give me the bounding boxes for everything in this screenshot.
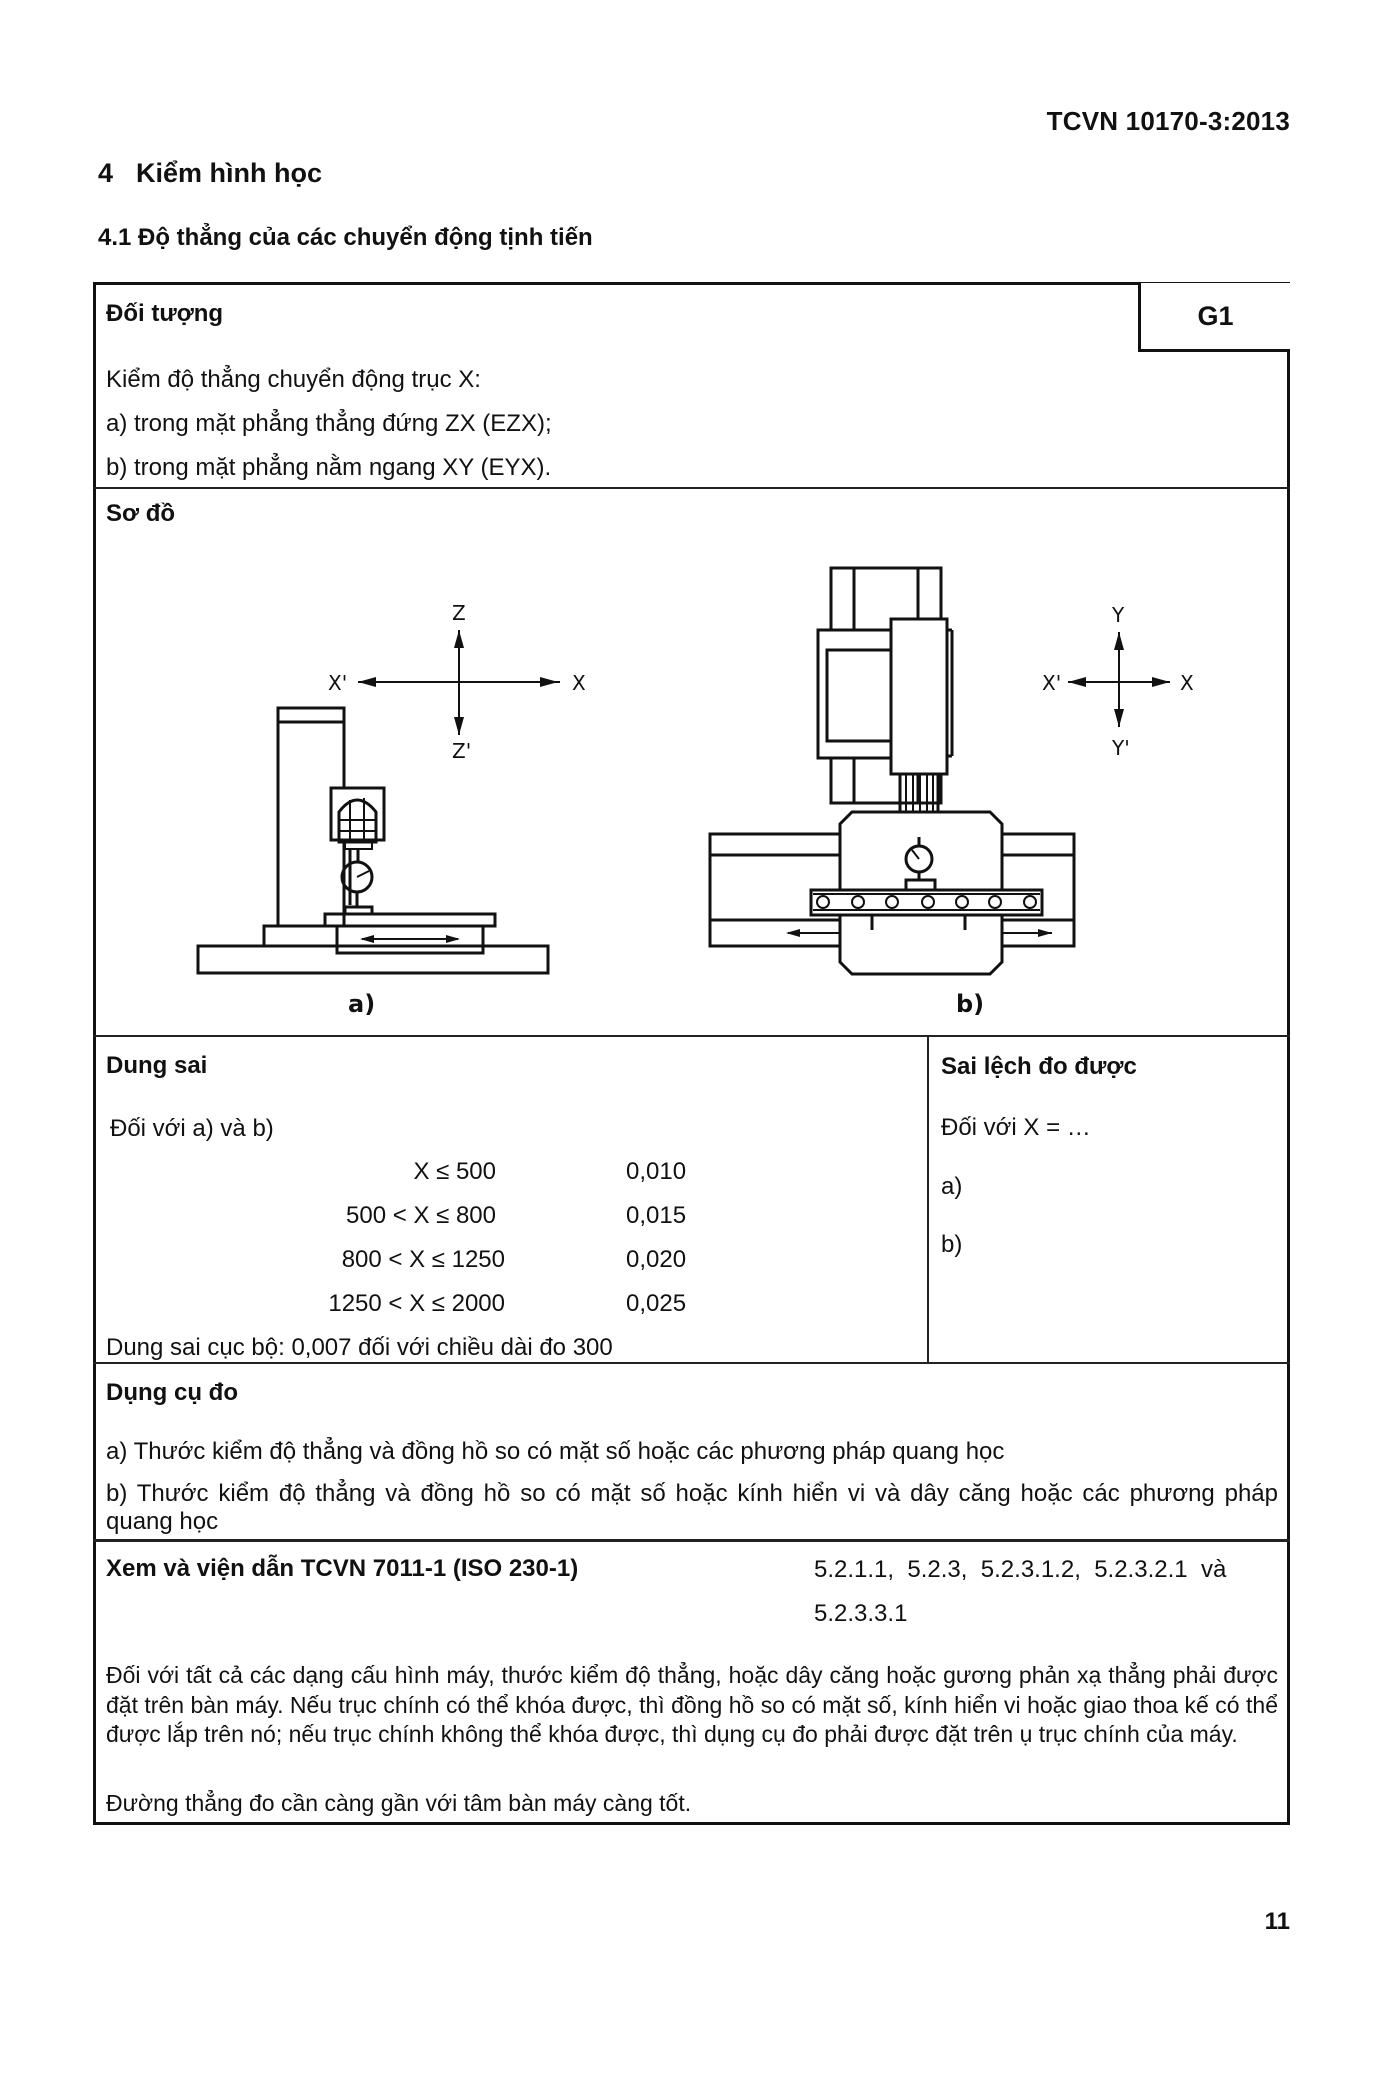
axis-yprime-label: Y' xyxy=(1112,736,1130,760)
axis-xprime-label: X' xyxy=(1042,671,1062,695)
standard-code: TCVN 10170-3:2013 xyxy=(1046,106,1290,136)
object-label: Đối tượng xyxy=(106,300,224,327)
tolerance-condition: X ≤ 500 xyxy=(413,1158,496,1185)
instruments-label: Dụng cụ đo xyxy=(106,1379,238,1406)
figure-b-diagram xyxy=(700,550,1220,1020)
note-paragraph: Đối với tất cả các dạng cấu hình máy, thước kiểm độ thẳng, hoặc dây căng hoặc gương phản xạ thẳng phải được đặt trên bàn máy. Nếu trục chính có thể khóa được, thì đồng hồ so có mặt số, kính hiển vi hoặc giao thoa kế có thể được lắp trên nó; nếu trục chính không thể khóa được, thì dụng cụ đo phải được đặt trên ụ trục chính của máy. xyxy=(106,1662,1278,1747)
object-intro: Kiểm độ thẳng chuyển động trục X: xyxy=(106,366,481,393)
measured-item-b: b) xyxy=(941,1231,963,1258)
subsection-title: Độ thẳng của các chuyển động tịnh tiến xyxy=(138,224,593,251)
instrument-item-b: b) Thước kiểm độ thẳng và đồng hồ so có mặt số hoặc kính hiển vi và dây căng hoặc các phương pháp quang học xyxy=(106,1480,1278,1535)
axes-zx-icon xyxy=(358,630,560,735)
tolerance-condition: 500 < X ≤ 800 xyxy=(346,1202,496,1229)
axis-zprime-label: Z' xyxy=(452,739,472,763)
subsection-heading xyxy=(98,224,593,252)
axis-z-label: Z xyxy=(452,601,466,625)
tolerance-value: 0,020 xyxy=(626,1246,687,1273)
reference-label: Xem và viện dẫn TCVN 7011-1 (ISO 230-1) xyxy=(106,1555,579,1582)
measured-for-x: Đối với X = … xyxy=(941,1114,1091,1141)
tolerance-value: 0,015 xyxy=(626,1202,687,1229)
figure-a-diagram xyxy=(180,580,640,1020)
axis-xprime-label: X' xyxy=(328,671,348,695)
page-number: 11 xyxy=(1264,1908,1290,1935)
tolerance-label: Dung sai xyxy=(106,1052,208,1079)
figure-b-caption: b) xyxy=(956,990,985,1018)
object-item-b: b) trong mặt phẳng nằm ngang XY (EYX). xyxy=(106,454,552,481)
instrument-item-a: a) Thước kiểm độ thẳng và đồng hồ so có mặt số hoặc các phương pháp quang học xyxy=(106,1438,1005,1465)
section-heading xyxy=(98,158,322,189)
measured-deviation-label: Sai lệch đo được xyxy=(941,1053,1137,1080)
measured-item-a: a) xyxy=(941,1173,963,1200)
axis-x-label: X xyxy=(1180,671,1194,695)
axis-y-label: Y xyxy=(1112,603,1125,627)
figure-a-caption: a) xyxy=(348,990,376,1018)
tolerance-condition: 800 < X ≤ 1250 xyxy=(341,1246,505,1273)
subsection-number: 4.1 xyxy=(98,224,132,251)
tolerance-applies-to: Đối với a) và b) xyxy=(110,1115,274,1142)
divider-diagram-tolerance xyxy=(93,1035,1290,1037)
local-tolerance: Dung sai cục bộ: 0,007 đối với chiều dài đo 300 xyxy=(106,1334,613,1361)
divider-tolerance-deviation xyxy=(927,1035,929,1362)
tolerance-value: 0,025 xyxy=(626,1290,687,1317)
reference-clauses-line1: 5.2.1.1, 5.2.3, 5.2.3.1.2, 5.2.3.2.1 và xyxy=(814,1556,1227,1583)
section-title: Kiểm hình học xyxy=(136,158,323,188)
tolerance-value: 0,010 xyxy=(626,1158,687,1185)
divider-instruments-reference xyxy=(93,1539,1290,1542)
tolerance-condition: 1250 < X ≤ 2000 xyxy=(328,1290,505,1317)
section-number: 4 xyxy=(98,158,114,188)
object-item-a: a) trong mặt phẳng thẳng đứng ZX (EZX); xyxy=(106,410,552,437)
test-code-box: G1 xyxy=(1138,283,1290,352)
axes-xy-icon xyxy=(1068,632,1170,727)
reference-clauses-line2: 5.2.3.3.1 xyxy=(814,1600,908,1627)
note-paragraph: Đường thẳng đo cần càng gần với tâm bàn máy càng tốt. xyxy=(106,1790,692,1816)
axis-x-label: X xyxy=(572,671,586,695)
diagram-label: Sơ đồ xyxy=(106,500,176,527)
divider-object-diagram xyxy=(93,487,1290,489)
